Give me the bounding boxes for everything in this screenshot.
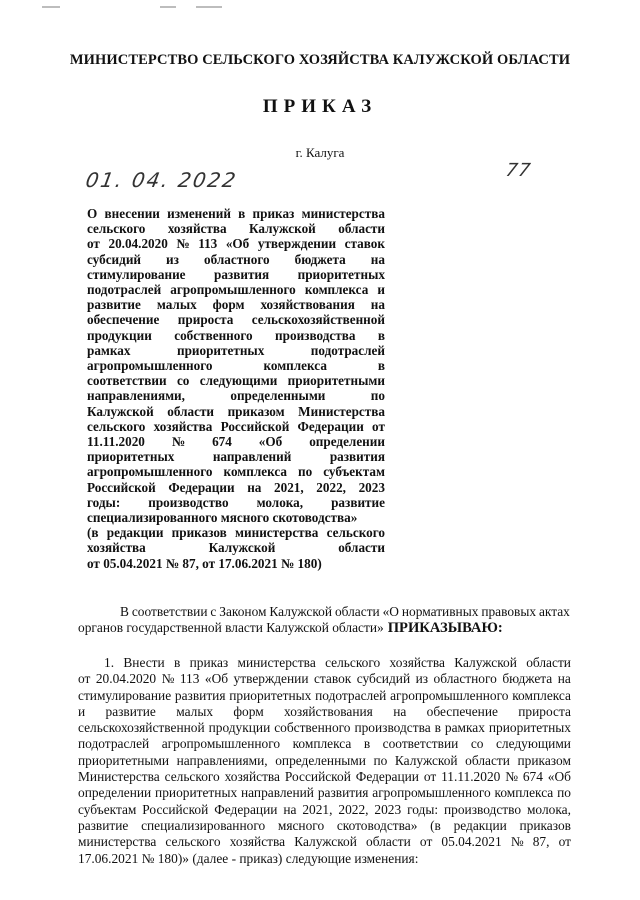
handwritten-number: 77 [504, 160, 533, 181]
subject-line: продукции собственного производства в [87, 327, 385, 343]
item-1-line: и развитие малых форм хозяйствования на обеспечение прироста [78, 703, 571, 719]
item-1-line: 1. Внести в приказ министерства сельского хозяйства Калужской области [104, 655, 571, 670]
subject-line: приоритетных направлений развития [87, 449, 385, 465]
subject-line: Калужской области приказом Министерства [87, 403, 385, 419]
item-1-line: стимулирование развития приоритетных подотраслей агропромышленного комплекса [78, 687, 571, 703]
order-word: ПРИКАЗЫВАЮ: [387, 620, 503, 637]
document-title: ПРИКАЗ [262, 96, 378, 117]
subject-line: стимулирование развития приоритетных [87, 266, 385, 282]
item-1-line: приоритетными направлениями, определенными по Калужской области приказом [78, 752, 571, 768]
subject-line: хозяйства Калужской области [87, 540, 385, 556]
subject-line: направлениями, определенными по [87, 388, 385, 404]
subject-line: агропромышленного комплекса в [87, 358, 385, 374]
document-city: г. Калуга [295, 145, 345, 160]
preamble-text: органов государственной власти Калужской области» [78, 620, 384, 636]
item-1-line: министерства сельского хозяйства Калужской области от 05.04.2021 № 87, от [78, 834, 571, 850]
item-1-line: сельскохозяйственной продукции собственного производства в рамках приоритетных [78, 720, 571, 736]
subject-line: агропромышленного комплекса по субъектам [87, 464, 385, 480]
subject-line: 11.11.2020 № 674 «Об определении [87, 434, 385, 450]
subject-line: развитие малых форм хозяйствования на [87, 297, 385, 313]
handwritten-date: 01. 04. 2022 [83, 168, 240, 192]
subject-line: обеспечение прироста сельскохозяйственной [87, 312, 385, 328]
item-1-line: определении приоритетных направлений развития агропромышленного комплекса по [78, 785, 571, 801]
scan-artifact [196, 6, 222, 8]
item-1-line: 17.06.2021 № 180)» (далее - приказ) следующие изменения: [78, 850, 419, 866]
item-1-line: развитие специализированного мясного скотоводства» (в редакции приказов [78, 817, 571, 833]
item-1 [78, 655, 571, 867]
item-1-line: подотраслей агропромышленного комплекса в соответствии со следующими [78, 736, 571, 752]
scan-artifact [42, 6, 60, 8]
subject-line: соответствии со следующими приоритетными [87, 373, 385, 389]
subject-line: О внесении изменений в приказ министерства [87, 206, 385, 221]
item-1-line: субъектам Российской Федерации на 2021, 2022, 2023 годы: производство молока, [78, 801, 571, 817]
order-subject [87, 206, 385, 571]
scan-artifact [160, 6, 176, 8]
preamble-line: В соответствии с Законом Калужской области «О нормативных правовых актах [120, 604, 570, 619]
subject-line: от 05.04.2021 № 87, от 17.06.2021 № 180) [87, 555, 322, 571]
subject-line: рамках приоритетных подотраслей [87, 342, 385, 358]
subject-line: Российской Федерации на 2021, 2022, 2023 [87, 479, 385, 495]
ministry-name: МИНИСТЕРСТВО СЕЛЬСКОГО ХОЗЯЙСТВА КАЛУЖСКОЙ ОБЛАСТИ [69, 52, 571, 68]
preamble-line [78, 620, 570, 636]
subject-line: (в редакции приказов министерства сельского [87, 525, 385, 541]
item-1-line: Министерства сельского хозяйства Российской Федерации от 11.11.2020 № 674 «Об [78, 769, 571, 785]
item-1-line: от 20.04.2020 № 113 «Об утверждении ставок субсидий из областного бюджета на [78, 671, 571, 687]
subject-line: годы: производство молока, развитие [87, 494, 385, 510]
subject-line: субсидий из областного бюджета на [87, 251, 385, 267]
subject-line: подотраслей агропромышленного комплекса и [87, 282, 385, 298]
preamble [78, 604, 570, 637]
subject-line: специализированного мясного скотоводства» [87, 510, 358, 526]
subject-line: от 20.04.2020 № 113 «Об утверждении ставок [87, 236, 385, 252]
subject-line: сельского хозяйства Калужской области [87, 221, 385, 237]
subject-line: сельского хозяйства Российской Федерации от [87, 418, 385, 434]
